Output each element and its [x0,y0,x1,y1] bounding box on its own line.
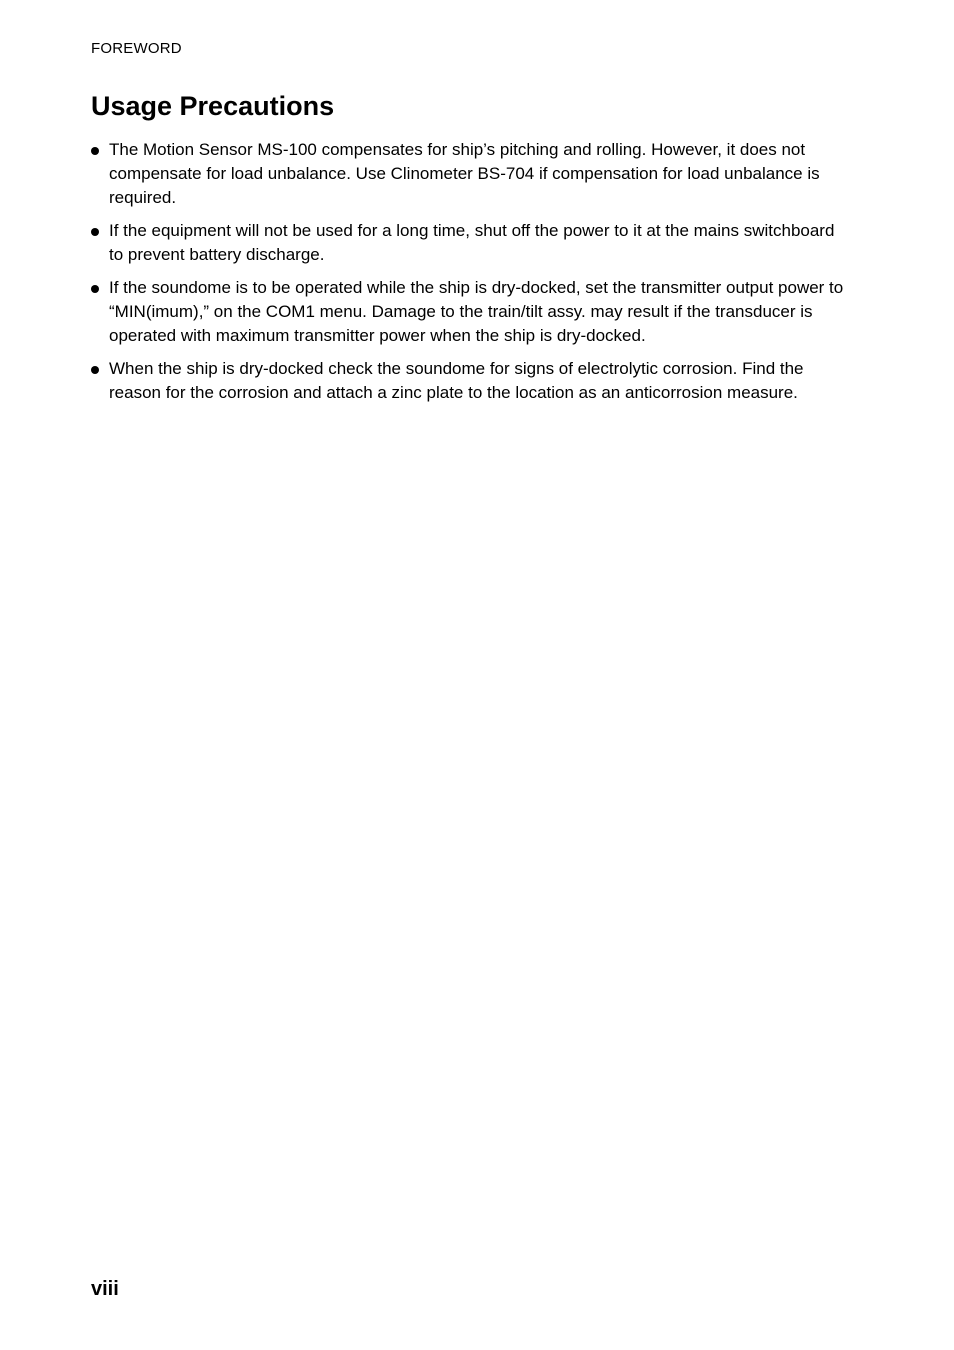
precaution-item [91,219,851,267]
precaution-text: If the equipment will not be used for a long time, shut off the power to it at the mains switchboard to prevent battery discharge. [109,221,835,264]
precaution-text: The Motion Sensor MS-100 compensates for ship’s pitching and rolling. However, it does not compensate for load unbalance. Use Clinometer BS-704 if compensation for load unbalance is required. [109,140,820,207]
precaution-list [91,138,851,414]
bullet-icon [91,147,99,155]
precaution-item [91,357,851,405]
bullet-icon [91,285,99,293]
running-header: FOREWORD [91,40,182,57]
bullet-icon [91,228,99,236]
page-title: Usage Precautions [91,91,335,121]
bullet-icon [91,366,99,374]
precaution-text: When the ship is dry-docked check the soundome for signs of electrolytic corrosion. Find the reason for the corrosion and attach a zinc plate to the location as an anticorrosion measure. [109,359,804,402]
precaution-item [91,138,851,210]
precaution-text: If the soundome is to be operated while the ship is dry-docked, set the transmitter output power to “MIN(imum),” on the COM1 menu. Damage to the train/tilt assy. may result if the transducer is operated with maximum transmitter power when the ship is dry-docked. [109,278,844,345]
precaution-item [91,276,851,348]
page-number: viii [91,1278,119,1300]
